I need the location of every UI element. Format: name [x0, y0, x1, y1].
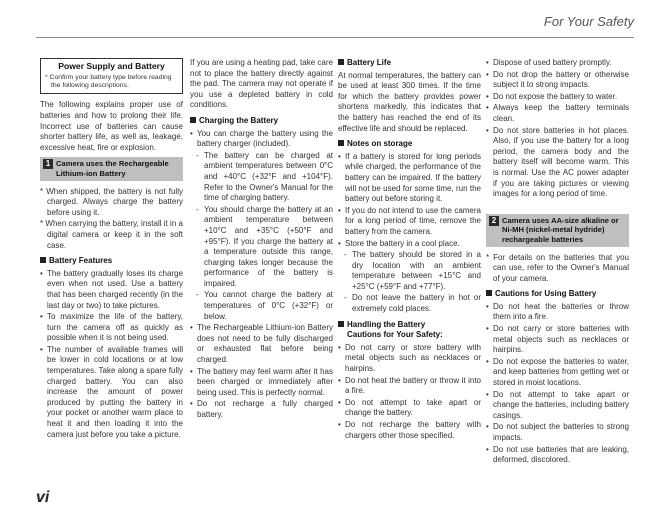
sub-list-item: - You should charge the battery at an ambient temperature between +10°C and +35°C (+50°F and +95°F). If you charge the battery at a temperature outside this range, charging takes longer because the performance of the battery is impaired.	[190, 205, 333, 290]
list-item: • Do not store batteries in hot places. Also, if you use the battery for a long period, the camera body and the battery itself will become warm. This is normal. Use the AC power adapter if you are taking pictures or viewing images for a long period of time.	[486, 126, 629, 200]
column-4	[486, 58, 629, 467]
page-number: vi	[36, 489, 50, 506]
intro-paragraph: The following explains proper use of batteries and how to prolong their life. Incorrect use of batteries can cause shorter battery life, as well as, leakage, excessive heat, fire or explosion.	[40, 100, 183, 152]
list-item: • The Rechargeable Lithium-ion Battery does not need to be fully discharged or exhausted flat before being charged.	[190, 323, 333, 365]
heading-square-icon	[190, 117, 196, 123]
power-supply-box	[40, 58, 183, 94]
sub-list-item: - You cannot charge the battery at temperatures of 0°C (+32°F) or below.	[190, 290, 333, 322]
heading-square-icon	[338, 321, 344, 327]
list-item: • Do not heat the battery or throw it into a fire.	[338, 376, 481, 397]
section-1-number: 1	[43, 159, 53, 169]
section-1-band	[40, 157, 183, 180]
battery-life-heading: Battery Life	[338, 58, 481, 69]
storage-heading: Notes on storage	[338, 139, 481, 150]
sub-list-item: - The battery should be stored in a dry location with an ambient temperature between +15°C and +25°C (+59°F and +77°F).	[338, 250, 481, 292]
handling-list	[338, 343, 481, 441]
cautions-list	[486, 302, 629, 466]
section-2-title: Camera uses AA-size alkaline or Ni-MH (nickel-metal hydride) rechargeable batteries	[502, 215, 619, 244]
list-item: • Do not drop the battery or otherwise subject it to strong impacts.	[486, 70, 629, 91]
battery-features-heading: Battery Features	[40, 256, 183, 267]
list-item: • Do not carry or store battery with metal objects such as necklaces or hairpins.	[338, 343, 481, 375]
section-2-note: * For details on the batteries that you can use, refer to the Owner's Manual of your camera.	[486, 252, 629, 283]
handling-list-continued	[486, 58, 629, 200]
column-2	[190, 58, 333, 422]
column-1	[40, 58, 183, 441]
list-item: • Always keep the battery terminals clean.	[486, 103, 629, 124]
column-3	[338, 58, 481, 442]
list-item: • The battery gradually loses its charge even when not used. Use a battery that has been charged recently (in the last day or two) to take pictures.	[40, 269, 183, 311]
list-item: • The battery may feel warm after it has been charged or immediately after being used. This is perfectly normal.	[190, 367, 333, 399]
battery-features-list	[40, 269, 183, 441]
list-item: • Do not recharge a fully charged battery.	[190, 399, 333, 420]
section-1-title: Camera uses the Rechargeable Lithium-ion Battery	[56, 159, 169, 178]
list-item: • Dispose of used battery promptly.	[486, 58, 629, 69]
section-1-note: * When carrying the battery, install it in a digital camera or keep it in the soft case.	[40, 219, 183, 250]
cautions-heading: Cautions for Using Battery	[486, 289, 629, 300]
header-rule	[36, 37, 634, 38]
heading-square-icon	[486, 290, 492, 296]
list-item: • If a battery is stored for long periods while charged, the performance of the battery can be impaired. If the battery will not be used for some time, run the battery out before storing it.	[338, 152, 481, 205]
list-item: • Do not recharge the battery with chargers other those specified.	[338, 420, 481, 441]
header-title: For Your Safety	[543, 14, 634, 29]
list-item: • Do not attempt to take apart or change the batteries, including battery casings.	[486, 390, 629, 422]
list-item: • Store the battery in a cool place.	[338, 239, 481, 250]
handling-subheading: Cautions for Your Safety:	[347, 330, 443, 340]
list-item: • Do not expose the battery to water.	[486, 92, 629, 103]
list-item: • Do not use batteries that are leaking, deformed, discolored.	[486, 445, 629, 466]
charging-heading: Charging the Battery	[190, 116, 333, 127]
list-item: • The number of available frames will be lower in cold locations or at low temperatures. Take along a spare fully charged battery. You can also increase the amount of power produced by putting the battery in your pocket or another warm place to heat it and then loading it into the camera just before you take a picture.	[40, 345, 183, 440]
heating-pad-paragraph: If you are using a heating pad, take care not to place the battery directly against the pad. The camera may not operate if you use a depleted battery in cold conditions.	[190, 58, 333, 110]
list-item: • You can charge the battery using the battery charger (included).	[190, 129, 333, 150]
list-item: • Do not attempt to take apart or change the battery.	[338, 398, 481, 419]
storage-list	[338, 152, 481, 315]
list-item: • Do not carry or store batteries with metal objects such as necklaces or hairpins.	[486, 324, 629, 356]
heading-square-icon	[40, 257, 46, 263]
list-item: • To maximize the life of the battery, turn the camera off as quickly as possible when it is not being used.	[40, 312, 183, 344]
battery-life-paragraph: At normal temperatures, the battery can be used at least 300 times. If the time for which the battery provides power shortens markedly, this indicates that the battery has reached the end of its effective life and should be replaced.	[338, 70, 481, 133]
section-2-band	[486, 214, 629, 247]
sub-list-item: - The battery can be charged at ambient temperatures between 0°C and +40°C (+32°F and +104°F). Refer to the Owner's Manual for the time of charging battery.	[190, 151, 333, 204]
heading-square-icon	[338, 140, 344, 146]
list-item: • If you do not intend to use the camera for a long period of time, remove the battery from the camera.	[338, 206, 481, 238]
section-2-number: 2	[489, 216, 499, 226]
section-1-note: * When shipped, the battery is not fully charged. Always charge the battery before using it.	[40, 186, 183, 217]
power-supply-title: Power Supply and Battery	[58, 61, 165, 71]
list-item: • Do not subject the batteries to strong impacts.	[486, 422, 629, 443]
heading-square-icon	[338, 59, 344, 65]
handling-heading: Handling the Battery Cautions for Your Safety:	[338, 320, 481, 341]
list-item: • Do not heat the batteries or throw them into a fire.	[486, 302, 629, 323]
power-supply-note: * Confirm your battery type before reading the following descriptions.	[45, 73, 172, 89]
sub-list-item: - Do not leave the battery in hot or extremely cold places.	[338, 293, 481, 314]
charging-list	[190, 129, 333, 421]
list-item: • Do not expose the batteries to water, and keep batteries from getting wet or stored in moist locations.	[486, 357, 629, 389]
